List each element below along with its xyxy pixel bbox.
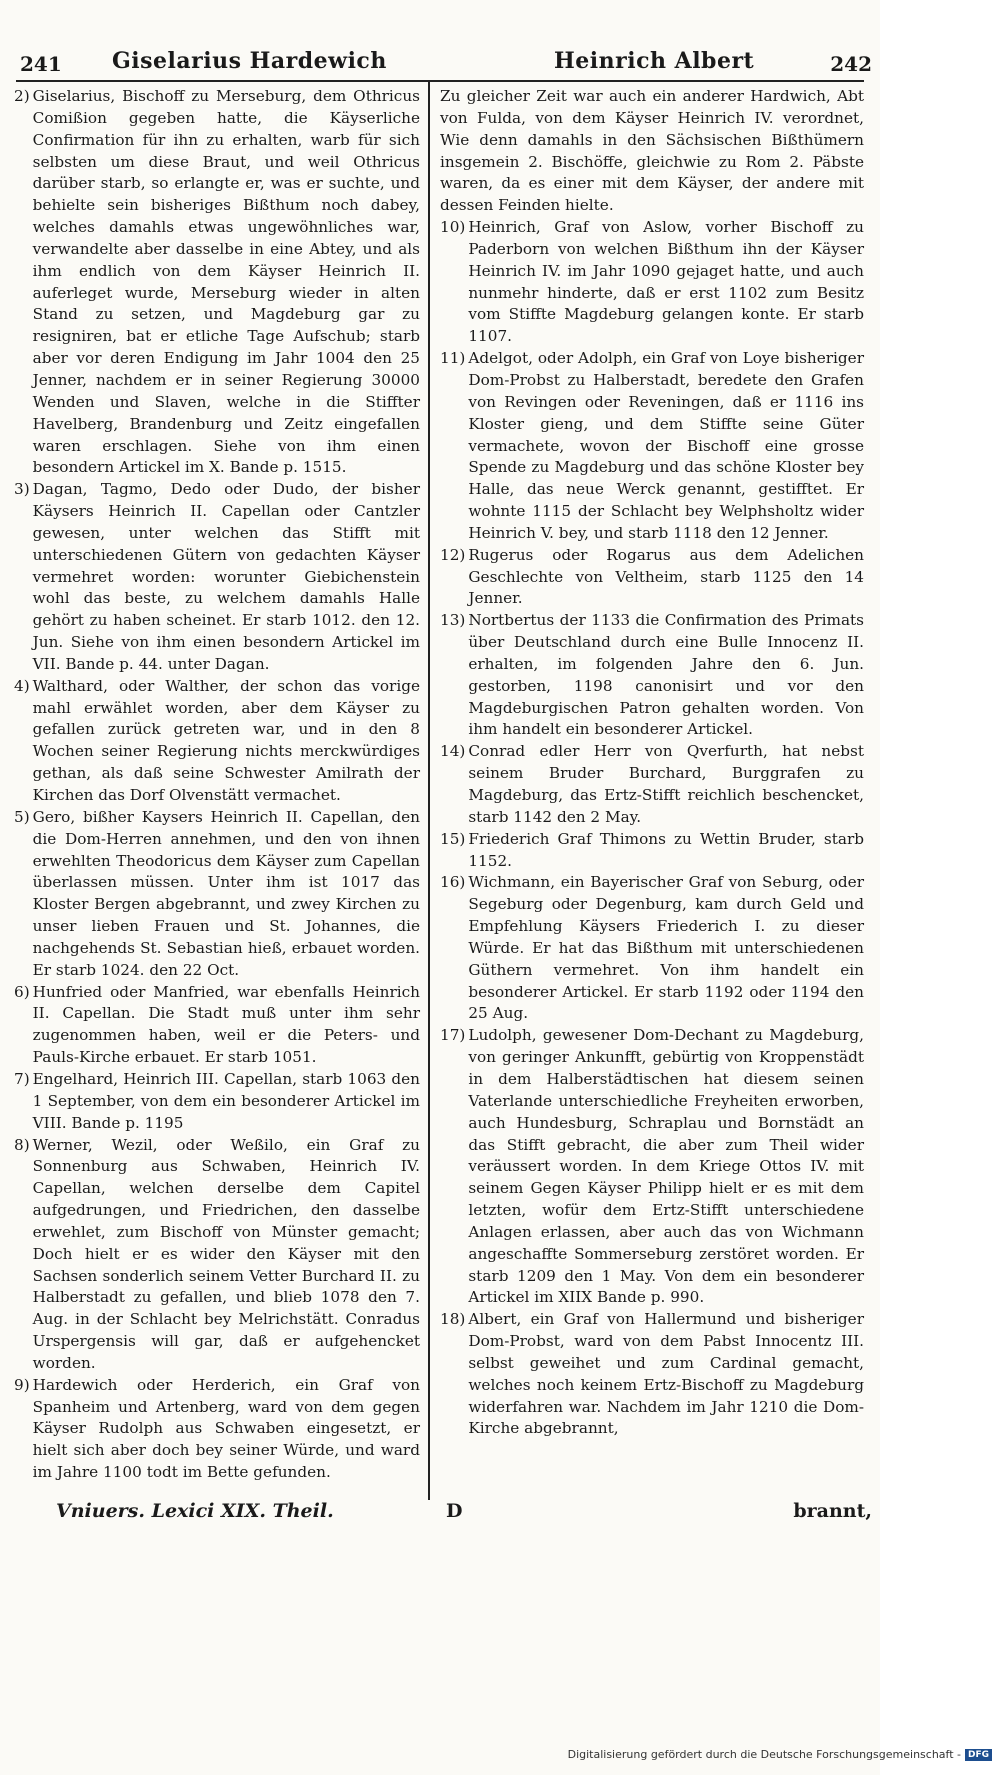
- article-entry: [14, 86, 420, 479]
- left-column: [14, 86, 420, 1484]
- article-entry: [440, 829, 864, 873]
- article-entry: [440, 545, 864, 611]
- entry-number: 16): [440, 873, 466, 892]
- article-entry: [14, 807, 420, 982]
- article-entry: [14, 1135, 420, 1375]
- entry-number: 4): [14, 676, 30, 695]
- entry-number: 7): [14, 1069, 30, 1088]
- entry-text: Heinrich, Graf von Aslow, vorher Bischoff zu Paderborn von welchen Bißthum ihn der Käyser Heinrich IV. im Jahr 1090 gejaget hatte, und auch nunmehr hinderte, daß er erst 1102 zum Besitz vom Stiffte Magdeburg gelangen konte. Er starb 1107.: [468, 218, 864, 346]
- entry-number: 12): [440, 545, 466, 564]
- quire-mark: D: [446, 1500, 463, 1522]
- page-number-right: 242: [830, 52, 872, 76]
- entry-text: Rugerus oder Rogarus aus dem Adelichen Geschlechte von Veltheim, starb 1125 den 14 Jenner.: [468, 545, 864, 608]
- entry-number: 18): [440, 1310, 466, 1329]
- entry-text: Giselarius, Bischoff zu Merseburg, dem Othricus Comißion gegeben hatte, die Käyserliche Confirmation für ihn zu erhalten, warb für sich selbsten um diese Braut, und weil Othricus darüber starb, so erlangte er, was er suchte, und behielte sein bisheriges Bißthum noch dabey, welches damahls etwas ungewöhnliches war, verwandelte aber dasselbe in eine Abtey, und als ihm endlich von dem Käyser Heinrich II. auferleget wurde, Merseburg wieder in alten Stand zu setzen, und Magdeburg gar zu resigniren, bat er etliche Tage Aufschub; starb aber vor deren Endigung im Jahr 1004 den 25 Jenner, nachdem er in seiner Regierung 30000 Wenden und Slaven, welche in die Stiffter Havelberg, Brandenburg und Zeitz eingefallen waren erschlagen. Siehe von ihm einen besondern Artickel im X. Bande p. 1515.: [32, 87, 420, 477]
- entry-text: Wichmann, ein Bayerischer Graf von Seburg, oder Segeburg oder Degenburg, kam durch Geld und Empfehlung Käysers Friederich I. zu dieser Würde. Er hat das Bißthum mit unterschiedenen Güthern vermehret. Von ihm handelt ein besonderer Artickel. Er starb 1192 oder 1194 den 25 Aug.: [468, 873, 864, 1023]
- entry-text: Werner, Wezil, oder Weßilo, ein Graf zu Sonnenburg aus Schwaben, Heinrich IV. Capellan, welchen derselbe dem Capitel aufgedrungen, und Friedrichen, den dasselbe erwehlet, zum Bischoff von Münster gemacht; Doch hielt er es wider den Käyser mit den Sachsen sonderlich seinem Vetter Burchard II. zu Halberstadt zu gefallen, und blieb 1078 den 7. Aug. in der Schlacht bey Melrichstätt. Conradus Urspergensis will gar, daß er aufgehencket worden.: [32, 1135, 420, 1372]
- article-entry: [440, 217, 864, 348]
- article-entry: [440, 1309, 864, 1440]
- entry-text: Albert, ein Graf von Hallermund und bisheriger Dom-Probst, ward von dem Pabst Innocentz III. selbst geweihet und zum Cardinal gemacht, welches noch keinem Ertz-Bischoff zu Magdeburg widerfahren war. Nachdem im Jahr 1210 die Dom-Kirche abgebrannt,: [468, 1310, 864, 1438]
- running-header: [16, 48, 872, 80]
- article-entry: [14, 1069, 420, 1135]
- entry-number: 2): [14, 87, 30, 105]
- entry-number: 10): [440, 218, 466, 237]
- column-divider: [428, 82, 430, 1500]
- entry-number: 6): [14, 982, 30, 1001]
- entry-number: 15): [440, 829, 466, 848]
- header-rule: [16, 80, 864, 82]
- entry-text: Dagan, Tagmo, Dedo oder Dudo, der bisher Käysers Heinrich II. Capellan oder Cantzler gewesen, unter welchen das Stifft mit unterschiedenen Gütern von gedachten Käyser vermehret worden: worunter Giebichenstein wohl das beste, zu welchem damahls Halle gehört zu haben scheinet. Er starb 1012. den 12. Jun. Siehe von ihm einen besondern Artickel im VII. Bande p. 44. unter Dagan.: [32, 480, 420, 673]
- entry-number: 9): [14, 1375, 30, 1394]
- entry-text: Ludolph, gewesener Dom-Dechant zu Magdeburg, von geringer Ankunfft, gebürtig von Kroppenstädt in dem Halberstädtischen hat diesem seinen Vaterlande unterschiedliche Freyheiten erworben, auch Hundesburg, Schraplau und Bornstädt an das Stifft gebracht, die aber zum Theil wider veräussert worden. In dem Kriege Ottos IV. mit seinem Gegen Käyser Philipp hielt er es mit dem letzten, wofür dem Ertz-Stifft unterschiedene Anlagen erlassen, aber auch das von Wichmann angeschaffte Sommerseburg zerstöret worden. Er starb 1209 den 1 May. Von dem ein besonderer Artickel im XIIX Bande p. 990.: [468, 1026, 864, 1307]
- entry-number: 5): [14, 807, 30, 826]
- entry-number: 17): [440, 1026, 466, 1045]
- digitization-credit: [568, 1748, 992, 1761]
- article-entry: [440, 741, 864, 828]
- entry-text: Nortbertus der 1133 die Confirmation des Primats über Deutschland durch eine Bulle Innocenz II. erhalten, im folgenden Jahre den 6. Jun. gestorben, 1198 canonisirt und vor den Magdeburgischen Patron gehalten worden. Von ihm handelt ein besonderer Artickel.: [468, 611, 864, 739]
- entry-text: Hunfried oder Manfried, war ebenfalls Heinrich II. Capellan. Die Stadt muß unter ihm sehr zugenommen haben, weil er die Peters- und Pauls-Kirche erbauet. Er starb 1051.: [32, 982, 420, 1067]
- catchword: brannt,: [793, 1500, 872, 1522]
- credit-text: Digitalisierung gefördert durch die Deutsche Forschungsgemeinschaft -: [567, 1748, 961, 1761]
- article-entry: [14, 1375, 420, 1484]
- entry-text: Walthard, oder Walther, der schon das vorige mahl erwählet worden, aber dem Käyser zu gefallen zurück getreten war, und in den 8 Wochen seiner Regierung nichts merckwürdiges gethan, als daß seine Schwester Amilrath der Kirchen das Dorf Olvenstätt vermachet.: [32, 676, 420, 804]
- entry-number: 13): [440, 611, 466, 630]
- article-entry: [14, 982, 420, 1069]
- article-entry: [440, 610, 864, 741]
- right-column: [440, 86, 864, 1440]
- article-entry: [440, 1025, 864, 1309]
- article-entry: [440, 872, 864, 1025]
- entry-number: 8): [14, 1135, 30, 1154]
- entry-text: Gero, bißher Kaysers Heinrich II. Capellan, den die Dom-Herren annehmen, und den von ihnen erwehlten Theodoricus dem Käyser zum Capellan überlassen müssen. Unter ihm ist 1017 das Kloster Bergen abgebrannt, und zwey Kirchen zu unser lieben Frauen und St. Johannes, die nachgehends St. Sebastian hieß, erbauet worden. Er starb 1024. den 22 Oct.: [32, 807, 420, 979]
- entry-number: 3): [14, 480, 30, 499]
- entry-text: Engelhard, Heinrich III. Capellan, starb 1063 den 1 September, von dem ein besonderer Artickel im VIII. Bande p. 1195: [32, 1069, 420, 1132]
- entry-text: Adelgot, oder Adolph, ein Graf von Loye bisheriger Dom-Probst zu Halberstadt, beredete den Grafen von Revingen oder Reveningen, daß er 1116 ins Kloster gieng, und dem Stiffte seine Güter vermachete, wovon der Bischoff eine grosse Spende zu Magdeburg und das schöne Kloster bey Halle, das neue Werck genannt, gestifftet. Er wohnte 1115 der Schlacht bey Welphsholtz wider Heinrich V. bey, und starb 1118 den 12 Jenner.: [468, 349, 864, 542]
- entry-text: Conrad edler Herr von Qverfurth, hat nebst seinem Bruder Burchard, Burggrafen zu Magdeburg, das Ertz-Stifft reichlich beschencket, starb 1142 den 2 May.: [468, 742, 864, 826]
- page-footer: [16, 1500, 872, 1530]
- entry-text: Hardewich oder Herderich, ein Graf von Spanheim und Artenberg, ward von dem gegen Käyser Rudolph aus Schwaben eingesetzt, er hielt sich aber doch bey seiner Würde, und ward im Jahre 1100 todt im Bette gefunden.: [32, 1375, 420, 1482]
- article-entry: [440, 348, 864, 545]
- running-title-right: Heinrich Albert: [554, 48, 755, 74]
- article-entry: [14, 479, 420, 676]
- entry-text: Zu gleicher Zeit war auch ein anderer Hardwich, Abt von Fulda, von dem Käyser Heinrich IV. verordnet, Wie denn damahls in den Sächsischen Bißthümern insgemein 2. Bischöffe, gleichwie zu Rom 2. Päbste waren, da es einer mit dem Käyser, der andere mit dessen Feinden hielte.: [440, 87, 864, 215]
- signature-mark: Vniuers. Lexici XIX. Theil.: [56, 1500, 334, 1522]
- entry-number: 11): [440, 349, 466, 368]
- page-number-left: 241: [20, 52, 62, 76]
- running-title-left: Giselarius Hardewich: [112, 48, 387, 74]
- dfg-logo-icon: DFG: [965, 1749, 992, 1761]
- entry-text: Friederich Graf Thimons zu Wettin Bruder, starb 1152.: [468, 829, 864, 870]
- article-entry: [440, 86, 864, 217]
- article-entry: [14, 676, 420, 807]
- entry-number: 14): [440, 742, 466, 761]
